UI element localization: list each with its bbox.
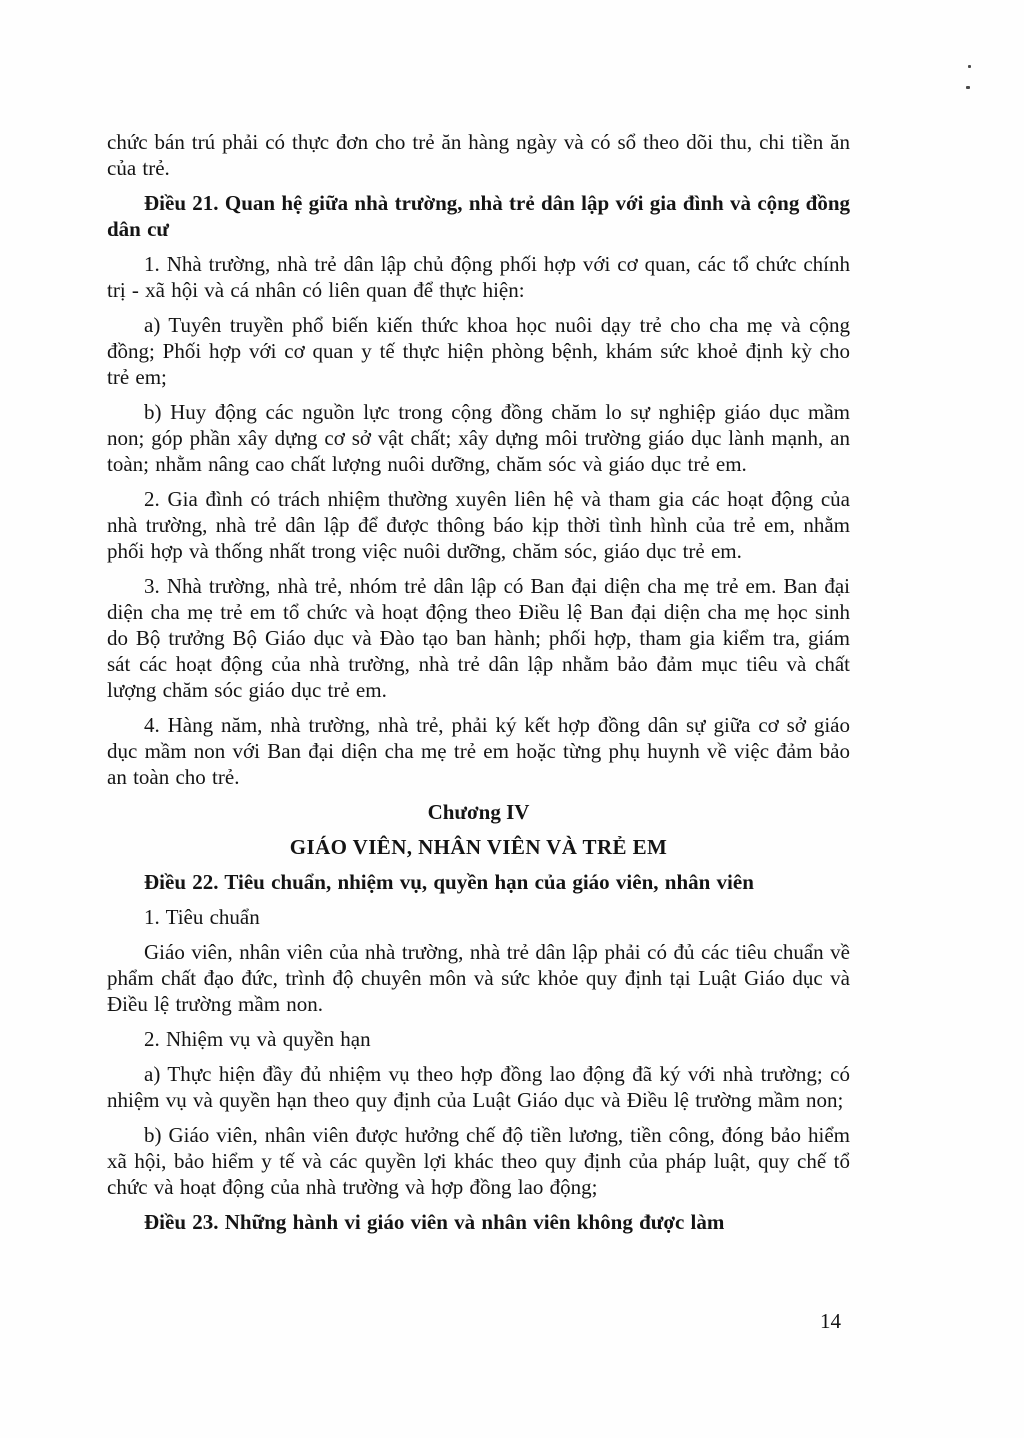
article-21-clause-1a: a) Tuyên truyền phổ biến kiến thức khoa học nuôi dạy trẻ cho cha mẹ và cộng đồng; Phối hợp với cơ quan y tế thực hiện phòng bệnh, khám sức khoẻ định kỳ cho trẻ em; bbox=[107, 313, 850, 389]
article-22-clause-2a: a) Thực hiện đầy đủ nhiệm vụ theo hợp đồng lao động đã ký với nhà trường; có nhiệm vụ và quyền hạn theo quy định của Luật Giáo dục và Điều lệ trường mầm non; bbox=[107, 1062, 850, 1112]
scan-artifact-dot bbox=[966, 86, 970, 89]
article-21-clause-2: 2. Gia đình có trách nhiệm thường xuyên liên hệ và tham gia các hoạt động của nhà trường, nhà trẻ dân lập để được thông báo kịp thời tình hình của trẻ em, nhằm phối hợp và thống nhất trong việc nuôi dưỡng, chăm sóc, giáo dục trẻ em. bbox=[107, 487, 850, 563]
article-21-clause-1b: b) Huy động các nguồn lực trong cộng đồng chăm lo sự nghiệp giáo dục mầm non; góp phần xây dựng cơ sở vật chất; xây dựng môi trường giáo dục lành mạnh, an toàn; nhằm nâng cao chất lượng nuôi dưỡng, chăm sóc và giáo dục trẻ em. bbox=[107, 400, 850, 476]
paragraph-continuation: chức bán trú phải có thực đơn cho trẻ ăn hàng ngày và có sổ theo dõi thu, chi tiền ăn của trẻ. bbox=[107, 130, 850, 180]
chapter-title: GIÁO VIÊN, NHÂN VIÊN VÀ TRẺ EM bbox=[289, 835, 668, 859]
page-number: 14 bbox=[820, 1309, 841, 1333]
article-21-clause-1: 1. Nhà trường, nhà trẻ dân lập chủ động phối hợp với cơ quan, các tổ chức chính trị - xã hội và cá nhân có liên quan để thực hiện: bbox=[107, 252, 850, 302]
article-22-heading: Điều 22. Tiêu chuẩn, nhiệm vụ, quyền hạn của giáo viên, nhân viên bbox=[144, 870, 754, 894]
chapter-number: Chương IV bbox=[427, 800, 530, 824]
article-23-heading: Điều 23. Những hành vi giáo viên và nhân viên không được làm bbox=[144, 1210, 725, 1234]
page-body-text bbox=[107, 129, 850, 1244]
article-22-clause-1-label: 1. Tiêu chuẩn bbox=[144, 905, 260, 929]
article-22-clause-2-label: 2. Nhiệm vụ và quyền hạn bbox=[144, 1027, 371, 1051]
article-21-heading: Điều 21. Quan hệ giữa nhà trường, nhà trẻ dân lập với gia đình và cộng đồng dân cư bbox=[107, 191, 850, 241]
article-22-clause-2b: b) Giáo viên, nhân viên được hưởng chế độ tiền lương, tiền công, đóng bảo hiểm xã hội, bảo hiểm y tế và các quyền lợi khác theo quy định của pháp luật, quy chế tổ chức và hoạt động của nhà trường và hợp đồng lao động; bbox=[107, 1123, 850, 1199]
article-21-clause-3: 3. Nhà trường, nhà trẻ, nhóm trẻ dân lập có Ban đại diện cha mẹ trẻ em. Ban đại diện cha mẹ trẻ em tổ chức và hoạt động theo Điều lệ Ban đại diện cha mẹ học sinh do Bộ trưởng Bộ Giáo dục và Đào tạo ban hành; phối hợp, tham gia kiểm tra, giám sát các hoạt động của nhà trường, nhà trẻ dân lập nhằm bảo đảm mục tiêu và chất lượng chăm sóc giáo dục trẻ em. bbox=[107, 574, 850, 702]
article-21-clause-4: 4. Hàng năm, nhà trường, nhà trẻ, phải ký kết hợp đồng dân sự giữa cơ sở giáo dục mầm non với Ban đại diện cha mẹ trẻ em hoặc từng phụ huynh về việc đảm bảo an toàn cho trẻ. bbox=[107, 713, 850, 789]
article-22-clause-1-body: Giáo viên, nhân viên của nhà trường, nhà trẻ dân lập phải có đủ các tiêu chuẩn về phẩm chất đạo đức, trình độ chuyên môn và sức khỏe quy định tại Luật Giáo dục và Điều lệ trường mầm non. bbox=[107, 940, 850, 1016]
scan-artifact-dot bbox=[968, 65, 971, 68]
